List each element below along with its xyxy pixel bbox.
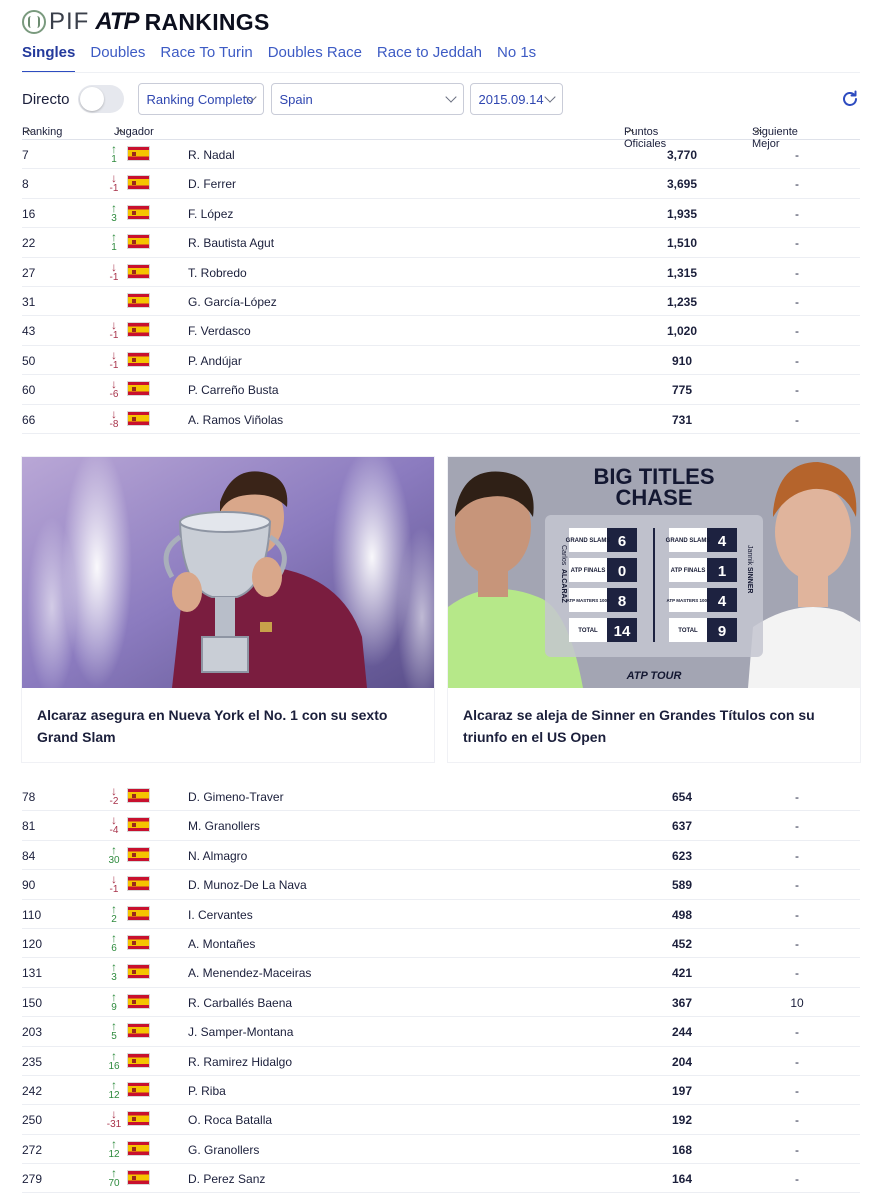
alcaraz-grand-slams: 6 (617, 533, 627, 550)
rank-value: 8 (22, 177, 29, 192)
rank-value: 27 (22, 265, 36, 280)
refresh-icon[interactable] (840, 89, 860, 109)
directo-toggle[interactable] (78, 85, 124, 113)
directo-label: Directo (22, 90, 70, 108)
rank-value: 90 (22, 878, 36, 893)
next-best-value: - (795, 848, 799, 863)
rank-movement (106, 785, 122, 807)
next-best-value: - (795, 236, 799, 251)
player-name[interactable]: R. Ramirez Hidalgo (188, 1054, 293, 1069)
spain-flag-icon (127, 1141, 150, 1156)
movement-value: -1 (109, 183, 119, 195)
player-points: 367 (671, 995, 693, 1010)
graphic-title-line1: BIG TITLES (593, 464, 715, 489)
player-name[interactable]: A. Montañes (188, 936, 256, 951)
category-total: TOTAL (678, 628, 698, 634)
table-row[interactable] (22, 929, 860, 958)
player-name[interactable]: D. Gimeno-Traver (188, 790, 284, 804)
table-row[interactable] (22, 375, 860, 404)
player-points: 204 (671, 1054, 693, 1069)
rank-value: 242 (22, 1083, 43, 1098)
rank-value: 131 (22, 966, 43, 981)
player-points: 3,695 (666, 177, 698, 192)
arrow-down-icon: ↓ (111, 784, 117, 798)
movement-value: -8 (109, 418, 119, 430)
spain-flag-icon (127, 352, 150, 367)
spain-flag-icon (127, 1023, 150, 1038)
rank-value: 16 (22, 206, 36, 221)
player-points: 3,770 (666, 148, 698, 162)
rank-movement (106, 408, 122, 430)
ranking-tabs (22, 44, 536, 73)
player-name[interactable]: D. Ferrer (188, 177, 236, 192)
next-best-value: - (795, 1142, 799, 1157)
next-best-value: - (795, 148, 799, 162)
player-points: 910 (671, 353, 693, 368)
movement-value: 16 (108, 1060, 120, 1072)
country-select[interactable] (271, 83, 464, 115)
next-best-value: - (795, 206, 799, 221)
next-best-value: - (795, 1113, 799, 1128)
spain-flag-icon (127, 906, 150, 921)
table-row[interactable] (22, 169, 860, 198)
news-card[interactable] (448, 457, 860, 762)
category-total: TOTAL (578, 628, 598, 634)
tab-singles[interactable]: Singles (22, 44, 75, 73)
tab-no-1s[interactable]: No 1s (496, 44, 537, 61)
arrow-up-icon: ↑ (111, 1136, 117, 1151)
rank-value: 250 (22, 1113, 43, 1128)
logo-atp[interactable]: ATP (95, 8, 139, 35)
spain-flag-icon (127, 847, 150, 862)
arrow-down-icon: ↓ (111, 259, 117, 274)
arrow-up-icon: ↑ (111, 1166, 117, 1181)
rank-movement (106, 814, 122, 836)
arrow-down-icon: ↓ (111, 406, 117, 421)
rank-value: 78 (22, 790, 36, 804)
atp-tour-logo: ATP TOUR (626, 670, 682, 682)
next-best-value: - (795, 1025, 799, 1040)
arrow-down-icon: ↓ (111, 171, 117, 186)
player-points: 775 (671, 383, 693, 398)
category-grand-slams: GRAND SLAMS (565, 538, 611, 544)
table-row[interactable] (22, 811, 860, 840)
sinner-masters-1000: 4 (717, 593, 727, 610)
rank-value: 50 (22, 353, 36, 368)
chevron-down-icon (544, 91, 555, 102)
rankings-table-top (22, 140, 860, 434)
rank-movement (106, 1020, 122, 1042)
player-points: 498 (671, 907, 693, 922)
rank-movement (106, 172, 122, 194)
rank-movement (106, 202, 122, 224)
player-name[interactable]: M. Granollers (188, 819, 261, 834)
movement-value: 1 (111, 154, 117, 165)
col-puntos[interactable] (624, 126, 667, 150)
rank-movement (106, 844, 122, 866)
right-player-last-name: SINNER (746, 567, 753, 594)
tab-doubles[interactable]: Doubles (90, 44, 146, 61)
ranking-type-select[interactable] (138, 83, 264, 115)
spain-flag-icon (127, 788, 150, 803)
arrow-down-icon: ↓ (111, 377, 117, 392)
rank-value: 84 (22, 848, 36, 863)
spain-flag-icon (127, 817, 150, 832)
col-siguiente-label: Siguiente Mejor (752, 126, 798, 150)
spain-flag-icon (127, 205, 150, 220)
news-image-big-titles-chase[interactable] (448, 457, 860, 688)
sinner-atp-finals: 1 (717, 563, 727, 580)
left-player-last-name: ALCARAZ (560, 569, 567, 603)
table-row[interactable] (22, 1105, 860, 1134)
next-best-value: - (795, 1054, 799, 1069)
country-value: Spain (279, 91, 313, 107)
category-atp-finals: ATP FINALS (570, 568, 606, 574)
player-name[interactable]: G. Granollers (188, 1142, 260, 1157)
alcaraz-total: 14 (613, 623, 631, 640)
movement-value: 3 (111, 972, 117, 984)
table-row[interactable] (22, 782, 860, 811)
rank-value: 66 (22, 412, 36, 427)
player-name[interactable]: G. García-López (188, 294, 277, 309)
player-name[interactable]: N. Almagro (188, 848, 248, 863)
alcaraz-masters-1000: 8 (617, 593, 627, 610)
col-puntos-label: Puntos Oficiales (624, 126, 667, 150)
news-card[interactable] (22, 457, 434, 762)
player-name[interactable]: F. López (188, 206, 234, 221)
rank-value: 7 (22, 148, 29, 162)
news-image-alcaraz-trophy[interactable] (22, 457, 434, 688)
col-jugador[interactable] (114, 126, 154, 138)
player-name[interactable]: D. Perez Sanz (188, 1172, 266, 1187)
next-best-value: - (795, 412, 799, 427)
player-name[interactable]: J. Samper-Montana (188, 1025, 294, 1040)
arrow-up-icon: ↑ (111, 930, 117, 945)
arrow-up-icon: ↑ (111, 960, 117, 975)
rank-movement (106, 1138, 122, 1160)
arrow-up-icon: ↑ (111, 200, 117, 215)
table-row[interactable] (22, 140, 860, 169)
rank-value: 110 (22, 907, 42, 922)
tab-race-to-turin[interactable]: Race To Turin (160, 44, 253, 61)
news-headline[interactable]: Alcaraz se aleja de Sinner en Grandes Títulos con su triunfo en el US Open (463, 707, 815, 745)
spain-flag-icon (127, 994, 150, 1009)
arrow-down-icon: ↓ (111, 813, 117, 828)
spain-flag-icon (127, 964, 150, 979)
player-points: 1,315 (666, 265, 698, 280)
table-row[interactable] (22, 1047, 860, 1076)
spain-flag-icon (127, 234, 150, 249)
movement-value: 30 (108, 854, 120, 866)
category-masters-1000: ATP MASTERS 1000 (566, 598, 610, 603)
table-row[interactable] (22, 900, 860, 929)
rank-movement (106, 903, 122, 925)
table-row[interactable] (22, 346, 860, 375)
date-select[interactable] (470, 83, 563, 115)
player-name[interactable]: D. Munoz-De La Nava (188, 878, 307, 893)
rank-value: 279 (22, 1172, 43, 1187)
rank-value: 120 (22, 936, 43, 951)
table-row[interactable] (22, 958, 860, 987)
player-points: 731 (671, 412, 693, 427)
ranking-type-value: Ranking Completo (146, 91, 254, 107)
rank-value: 31 (22, 294, 36, 309)
next-best-value: 10 (790, 995, 804, 1010)
rank-movement (106, 231, 122, 253)
arrow-up-icon: ↑ (111, 842, 117, 857)
news-headline[interactable]: Alcaraz asegura en Nueva York el No. 1 con su sexto Grand Slam (37, 707, 388, 745)
next-best-value: - (795, 265, 799, 280)
right-player-first-name: Jannik (746, 545, 753, 566)
table-row[interactable] (22, 1076, 860, 1105)
next-best-value: - (795, 294, 799, 309)
rank-movement (106, 378, 122, 400)
player-points: 168 (671, 1142, 693, 1157)
player-points: 164 (671, 1172, 693, 1187)
player-points: 623 (671, 848, 693, 863)
sinner-total: 9 (717, 623, 727, 640)
arrow-up-icon: ↑ (111, 1048, 117, 1063)
arrow-up-icon: ↑ (111, 230, 117, 245)
next-best-value: - (795, 966, 799, 981)
player-name[interactable]: R. Bautista Agut (188, 236, 275, 251)
movement-value: -1 (109, 884, 119, 896)
arrow-down-icon: ↓ (111, 318, 117, 333)
table-row[interactable] (22, 287, 860, 316)
rank-value: 150 (22, 995, 43, 1010)
rankings-table-bottom (22, 782, 860, 1193)
next-best-value: - (795, 383, 799, 398)
player-points: 192 (671, 1113, 693, 1128)
category-grand-slams: GRAND SLAMS (665, 538, 711, 544)
player-points: 197 (671, 1083, 693, 1098)
arrow-up-icon: ↑ (111, 142, 117, 156)
rank-movement (106, 932, 122, 954)
rank-value: 22 (22, 236, 36, 251)
player-points: 637 (671, 819, 693, 834)
col-jugador-label: Jugador (114, 126, 154, 138)
player-name[interactable]: R. Carballés Baena (188, 995, 293, 1010)
player-name[interactable]: T. Robredo (188, 265, 247, 280)
rank-value: 43 (22, 324, 36, 339)
movement-value: -1 (109, 271, 119, 283)
player-name[interactable]: A. Ramos Viñolas (188, 412, 284, 427)
table-row[interactable] (22, 316, 860, 345)
toggle-knob (80, 87, 104, 111)
rank-movement (106, 143, 122, 165)
rank-value: 60 (22, 383, 36, 398)
player-points: 452 (671, 936, 693, 951)
table-row[interactable] (22, 258, 860, 287)
spain-flag-icon (127, 1170, 150, 1185)
spain-flag-icon (127, 1053, 150, 1068)
rank-movement (106, 1108, 122, 1130)
player-name[interactable]: P. Riba (188, 1083, 226, 1098)
player-points: 244 (671, 1025, 693, 1040)
chevron-down-icon (445, 91, 456, 102)
table-row[interactable] (22, 405, 860, 434)
player-points: 421 (671, 966, 693, 981)
movement-value: 1 (111, 242, 117, 254)
next-best-value: - (795, 936, 799, 951)
category-masters-1000: ATP MASTERS 1000 (666, 598, 710, 603)
rank-movement (106, 1167, 122, 1189)
table-row[interactable] (22, 1017, 860, 1046)
rank-value: 235 (22, 1054, 43, 1069)
category-atp-finals: ATP FINALS (670, 568, 706, 574)
tab-race-to-jeddah[interactable]: Race to Jeddah (376, 44, 482, 61)
player-points: 654 (671, 790, 693, 804)
player-name[interactable]: P. Carreño Busta (188, 383, 279, 398)
tabs-divider (22, 72, 860, 73)
arrow-up-icon: ↑ (111, 1077, 117, 1092)
rank-movement (106, 961, 122, 983)
table-row[interactable] (22, 841, 860, 870)
movement-value: -1 (109, 359, 119, 371)
player-points: 1,020 (666, 324, 698, 339)
rank-movement (106, 1050, 122, 1072)
table-row[interactable] (22, 1164, 860, 1193)
next-best-value: - (795, 878, 799, 893)
rank-movement (106, 1079, 122, 1101)
spain-flag-icon (127, 411, 150, 426)
left-player-first-name: Carlos (560, 545, 567, 566)
player-name[interactable]: O. Roca Batalla (188, 1113, 273, 1128)
date-value: 2015.09.14 (478, 91, 544, 107)
player-name[interactable]: F. Verdasco (188, 324, 251, 339)
logo-pif[interactable]: PIF (49, 8, 90, 35)
movement-value: -4 (109, 825, 119, 837)
movement-value: -31 (106, 1119, 122, 1131)
pif-seal-icon (22, 10, 46, 34)
next-best-value: - (795, 907, 799, 922)
player-name[interactable]: R. Nadal (188, 148, 235, 162)
next-best-value: - (795, 819, 799, 834)
player-name[interactable]: I. Cervantes (188, 907, 253, 922)
spain-flag-icon (127, 381, 150, 396)
graphic-title-line2: CHASE (615, 485, 693, 510)
rank-movement (106, 873, 122, 895)
next-best-value: - (795, 177, 799, 192)
table-row[interactable] (22, 870, 860, 899)
player-name[interactable]: A. Menendez-Maceiras (188, 966, 312, 981)
movement-value: -6 (109, 389, 119, 401)
player-points: 1,235 (666, 294, 698, 309)
spain-flag-icon (127, 175, 150, 190)
player-points: 1,935 (666, 206, 698, 221)
movement-value: 3 (111, 212, 117, 224)
spain-flag-icon (127, 264, 150, 279)
col-ranking[interactable] (22, 126, 63, 138)
player-points: 589 (671, 878, 693, 893)
site-header (22, 8, 270, 36)
spain-flag-icon (127, 1082, 150, 1097)
news-cards (22, 457, 860, 762)
table-row[interactable] (22, 199, 860, 228)
rank-value: 203 (22, 1025, 43, 1040)
next-best-value: - (795, 790, 799, 804)
next-best-value: - (795, 353, 799, 368)
arrow-up-icon: ↑ (111, 901, 117, 916)
movement-value: 9 (111, 1001, 117, 1013)
alcaraz-atp-finals: 0 (617, 563, 627, 580)
col-ranking-label: Ranking (22, 126, 63, 138)
filter-bar (22, 83, 860, 115)
next-best-value: - (795, 1172, 799, 1187)
rank-movement (106, 991, 122, 1013)
movement-value: 70 (108, 1178, 120, 1190)
player-points: 1,510 (666, 236, 698, 251)
sinner-grand-slams: 4 (717, 533, 727, 550)
spain-flag-icon (127, 322, 150, 337)
next-best-value: - (795, 1083, 799, 1098)
tab-doubles-race[interactable]: Doubles Race (267, 44, 362, 61)
big-titles-chase-graphic (448, 457, 860, 688)
movement-value: 5 (111, 1031, 117, 1043)
movement-value: -1 (109, 330, 119, 342)
rankings-table-header (22, 126, 860, 150)
arrow-up-icon: ↑ (111, 1019, 117, 1034)
movement-value: 12 (108, 1089, 120, 1101)
movement-value: 2 (111, 913, 117, 925)
arrow-down-icon: ↓ (111, 872, 117, 887)
page-title: RANKINGS (144, 8, 270, 35)
spain-flag-icon (127, 293, 150, 308)
rank-movement (106, 349, 122, 371)
arrow-down-icon: ↓ (111, 347, 117, 362)
rank-value: 272 (22, 1142, 43, 1157)
spain-flag-icon (127, 935, 150, 950)
col-siguiente[interactable] (752, 126, 798, 150)
next-best-value: - (795, 324, 799, 339)
rank-movement (106, 319, 122, 341)
table-row[interactable] (22, 228, 860, 257)
arrow-up-icon: ↑ (111, 989, 117, 1004)
rank-value: 81 (22, 819, 36, 834)
spain-flag-icon (127, 876, 150, 891)
arrow-down-icon: ↓ (111, 1107, 117, 1122)
table-row[interactable] (22, 988, 860, 1017)
alcaraz-trophy-photo (22, 457, 434, 688)
table-row[interactable] (22, 1135, 860, 1164)
spain-flag-icon (127, 146, 150, 161)
movement-value: -2 (109, 796, 119, 807)
movement-value: 6 (111, 942, 117, 954)
rank-movement (106, 261, 122, 283)
player-name[interactable]: P. Andújar (188, 353, 242, 368)
movement-value: 12 (108, 1148, 120, 1160)
spain-flag-icon (127, 1111, 150, 1126)
